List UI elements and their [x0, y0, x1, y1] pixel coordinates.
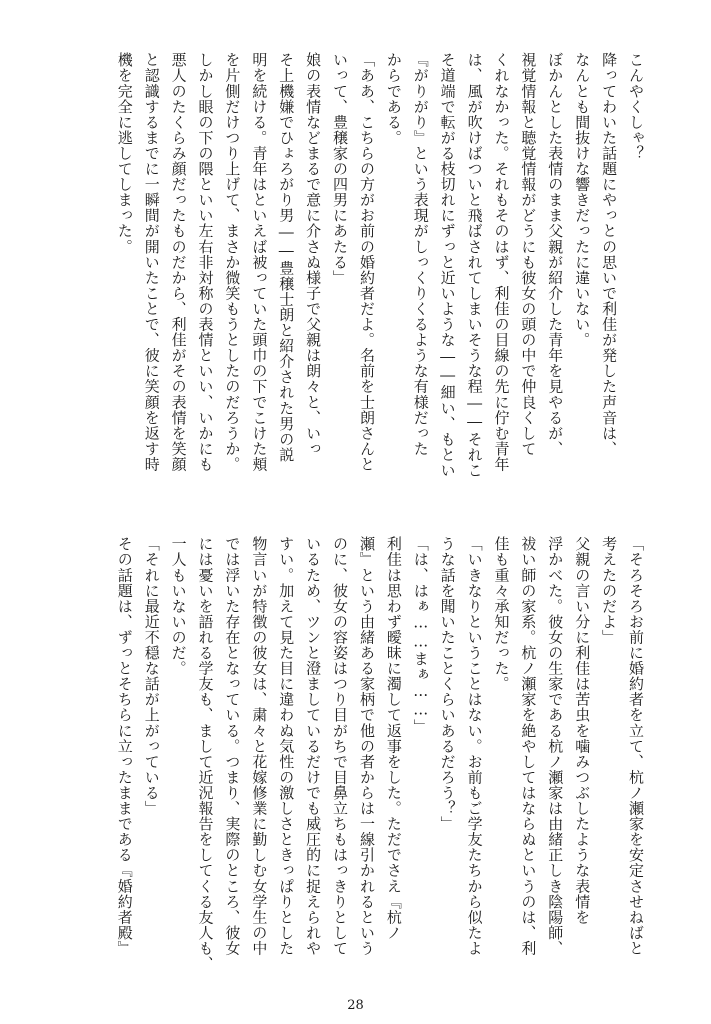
text-line: 祓い師の家系。杭ノ瀬家を絶やしてはならぬというのは、利 [519, 536, 538, 956]
text-line: 「は、はぁ……まぁ……」 [411, 536, 430, 735]
text-line: なんとも間抜けな響きだったに違いない。 [573, 52, 592, 348]
text-line: くれなかった。それもそのはず、利佳の目線の先に佇む青年 [492, 52, 511, 472]
text-line: からである。 [384, 52, 403, 146]
text-line: こんやくしゃ？ [627, 52, 645, 161]
text-line: 「そろそろお前に婚約者を立て、杭ノ瀬家を安定させねばと [627, 536, 645, 956]
text-line: ぼかんとした表情のまま父親が紹介した青年を見やるが、 [546, 52, 565, 457]
text-line: は、風が吹けばついと飛ばされてしまいそうな程――それこ [465, 52, 484, 478]
text-line: 降ってわいた話題にやっとの思いで利佳が発した声音は、 [600, 52, 619, 457]
text-line: 機を完全に逃してしまった。 [115, 52, 134, 255]
text-line: 利佳は思わず曖昧に濁して返事をした。ただでさえ『杭ノ [384, 536, 403, 941]
text-line: その話題は、ずっとそちらに立ったままである『婚約者殿』 [115, 536, 134, 956]
text-line: 瀬』という由緒ある家柄で他の者からは一線引かれるという [357, 536, 376, 956]
text-line: うな話を聞いたことくらいあるだろう？」 [438, 536, 457, 832]
text-line: を片側だけつり上げて、まさか微笑もうとしたのだろうか。 [223, 52, 242, 472]
page-number: 28 [347, 998, 364, 1013]
text-line: 「いきなりということはない。お前もご学友たちから似たよ [465, 536, 484, 956]
text-line: 一人もいないのだ。 [169, 536, 188, 676]
text-line: いって、豊穣家の四男にあたる」 [331, 52, 350, 286]
text-block-top [57, 52, 649, 484]
text-line: では浮いた存在となっている。つまり、実際のところ、彼女 [223, 536, 242, 956]
text-line: 考えたのだよ」 [600, 536, 619, 645]
text-line: 娘の表情などまるで意に介さぬ様子で父親は朗々と、いっ [304, 52, 323, 457]
text-block-bottom [57, 536, 649, 972]
text-line: そ道端で転がる枝切れにずっと近いような――細い、もとい [438, 52, 457, 478]
text-line: のに、彼女の容姿はつり目がちで目鼻立ちもはっきりとして [331, 536, 350, 956]
text-line: 物言いが特徴の彼女は、粛々と花嫁修業に勤しむ女学生の中 [250, 536, 269, 956]
text-line: そ上機嫌でひょろがり男――豊穣士朗と紹介された男の説 [277, 52, 296, 463]
text-line: 悪人のたくらみ顔だったものだから、利佳がその表情を笑顔 [169, 52, 188, 472]
text-line: 「ああ、こちらの方がお前の婚約者だよ。名前を士朗さんと [357, 52, 376, 472]
text-line: しかし眼の下の隈といい左右非対称の表情といい、いかにも [196, 52, 215, 472]
text-line: 佳も重々承知だった。 [492, 536, 511, 692]
text-line: すい。加えて見た目に違わぬ気性の激しさときっぱりとした [277, 536, 296, 956]
text-line: いるため、ツンと澄ましているだけでも威圧的に捉えられや [304, 536, 323, 956]
text-line: 「それに最近不穏な話が上がっている」 [142, 536, 161, 816]
text-line: 浮かべた。彼女の生家である杭ノ瀬家は由緒正しき陰陽師、 [546, 536, 565, 956]
text-line: 視覚情報と聴覚情報がどうにも彼女の頭の中で仲良くして [519, 52, 538, 457]
text-line: には憂いを語れる学友も、まして近況報告をしてくる友人も、 [196, 536, 215, 972]
text-line: 『がりがり』という表現がしっくりくるような有様だった [411, 52, 430, 457]
text-line: と認識するまでに一瞬間が開いたことで、彼に笑顔を返す時 [142, 52, 161, 472]
text-line: 明を続ける。青年はといえば被っていた頭巾の下でこけた頬 [250, 52, 269, 472]
text-line: 父親の言い分に利佳は苦虫を噛みつぶしたような表情を [573, 536, 592, 925]
